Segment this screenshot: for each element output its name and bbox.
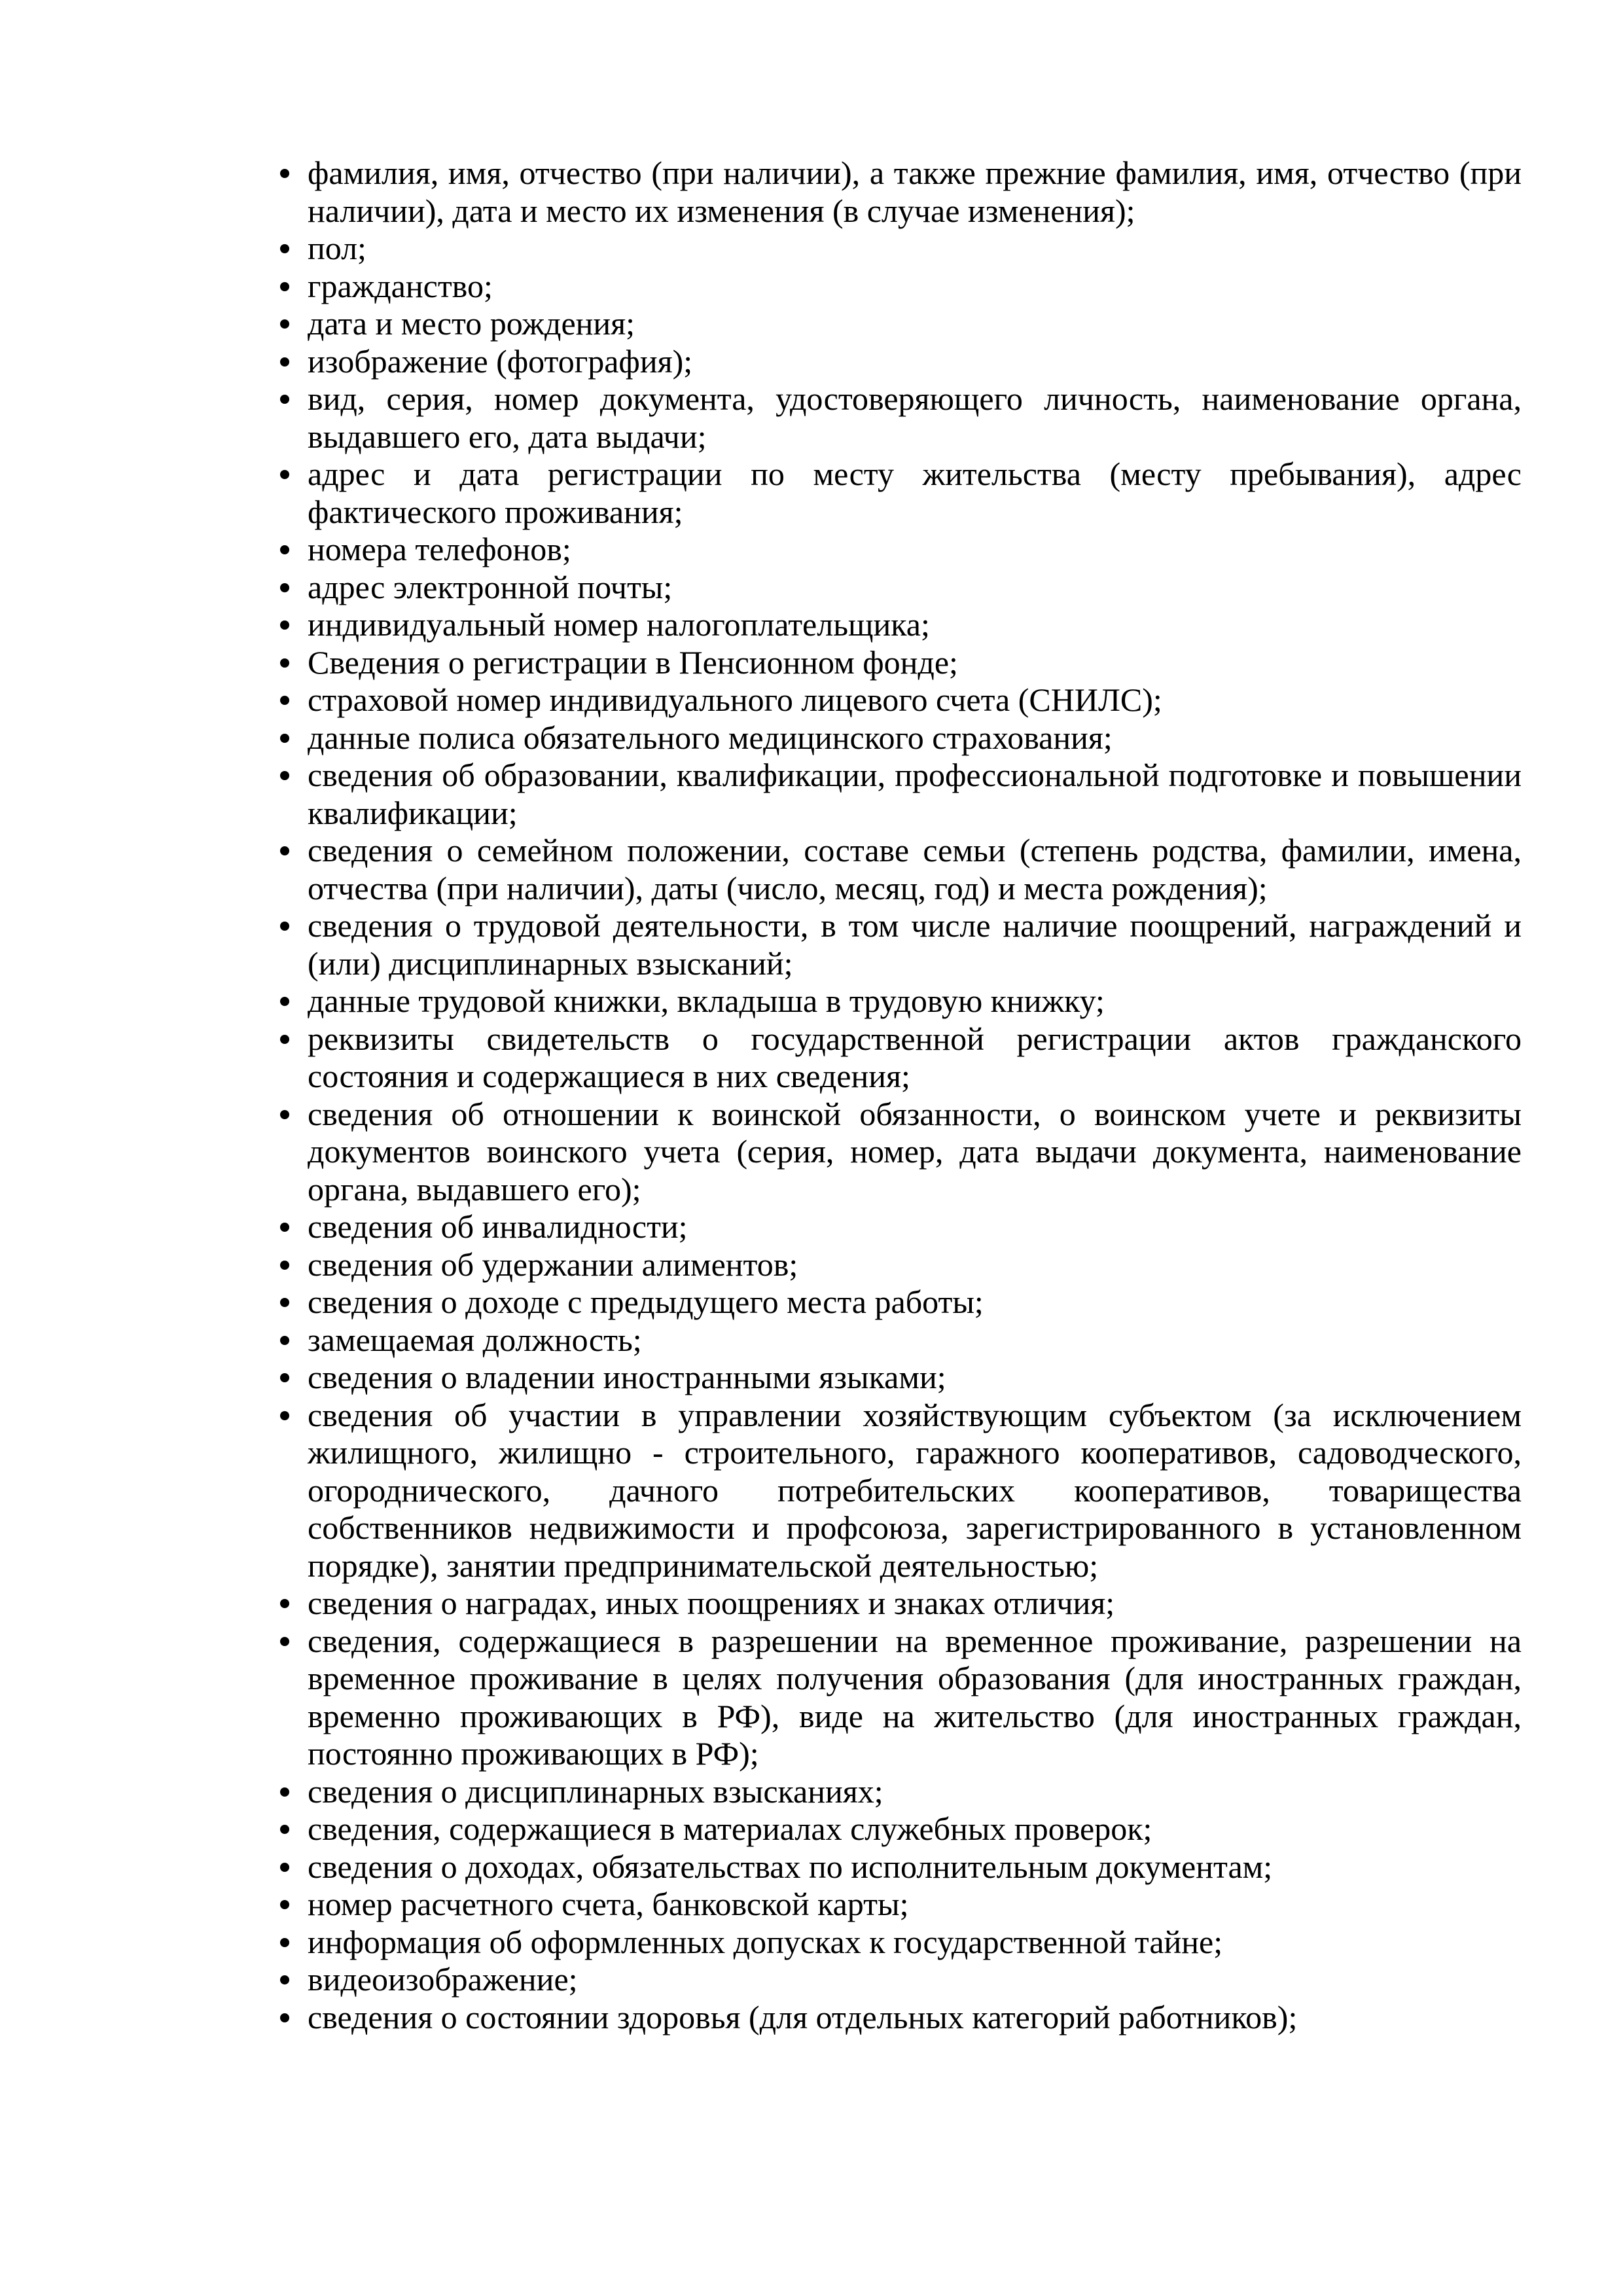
list-item-text: изображение (фотография); xyxy=(308,342,693,380)
list-item xyxy=(308,456,1522,531)
bullet-icon xyxy=(280,1298,289,1307)
list-item-text: реквизиты свидетельств о государственной регистрации актов гражданского состояния и содержащиеся в них сведения; xyxy=(308,1020,1522,1094)
bullet-icon xyxy=(280,319,289,329)
bullet-icon xyxy=(280,997,289,1006)
list-item xyxy=(308,644,1522,682)
list-item-text: пол; xyxy=(308,230,366,266)
list-item xyxy=(308,907,1522,982)
list-item xyxy=(308,681,1522,719)
list-item xyxy=(308,1397,1522,1585)
list-item-text: сведения об образовании, квалификации, профессиональной подготовке и повышении квалификации; xyxy=(308,757,1522,831)
bullet-icon xyxy=(280,1336,289,1345)
list-item xyxy=(308,1020,1522,1096)
bullet-icon xyxy=(280,1975,289,1984)
list-item xyxy=(308,1886,1522,1924)
bullet-icon xyxy=(280,734,289,743)
list-item xyxy=(308,719,1522,757)
list-item xyxy=(308,1810,1522,1848)
bullet-icon xyxy=(280,357,289,367)
bullet-icon xyxy=(280,1035,289,1044)
list-item xyxy=(308,1283,1522,1321)
bullet-icon xyxy=(280,1110,289,1119)
list-item-text: сведения об отношении к воинской обязанности, о воинском учете и реквизиты документов воинского учета (серия, номер, дата выдачи документа, наименование органа, выдавшего его); xyxy=(308,1095,1522,1208)
list-item xyxy=(308,268,1522,306)
list-item-text: данные полиса обязательного медицинского страхования; xyxy=(308,719,1113,756)
bullet-icon xyxy=(280,1825,289,1834)
list-item xyxy=(308,606,1522,644)
bullet-icon xyxy=(280,1599,289,1608)
list-item-text: сведения о дисциплинарных взысканиях; xyxy=(308,1772,883,1810)
list-item-text: адрес электронной почты; xyxy=(308,568,673,605)
list-item-text: адрес и дата регистрации по месту жительства (месту пребывания), адрес фактического проживания; xyxy=(308,456,1522,530)
bullet-icon xyxy=(280,846,289,855)
list-item xyxy=(308,1321,1522,1359)
list-item xyxy=(308,1848,1522,1886)
list-item-text: сведения о доходах, обязательствах по исполнительным документам; xyxy=(308,1848,1273,1885)
list-item xyxy=(308,1961,1522,1999)
list-item xyxy=(308,1359,1522,1397)
bullet-icon xyxy=(280,1863,289,1872)
list-item-text: сведения о семейном положении, составе семьи (степень родства, фамилии, имена, отчества (при наличии), даты (число, месяц, год) и места рождения); xyxy=(308,832,1522,906)
list-item-text: гражданство; xyxy=(308,267,493,304)
bullet-icon xyxy=(280,470,289,479)
list-item-text: сведения о наградах, иных поощрениях и знаках отличия; xyxy=(308,1585,1115,1621)
bullet-icon xyxy=(280,696,289,705)
list-item-text: номера телефонов; xyxy=(308,531,571,567)
bullet-icon xyxy=(280,1373,289,1382)
list-item-text: сведения, содержащиеся в материалах служебных проверок; xyxy=(308,1810,1152,1847)
list-item xyxy=(308,1999,1522,2037)
list-item xyxy=(308,1246,1522,1284)
list-item-text: данные трудовой книжки, вкладыша в трудовую книжку; xyxy=(308,982,1105,1019)
list-item xyxy=(308,1096,1522,1209)
list-item-text: индивидуальный номер налогоплательщика; xyxy=(308,606,930,643)
list-item xyxy=(308,1623,1522,1773)
bullet-icon xyxy=(280,1261,289,1270)
bullet-icon xyxy=(280,771,289,780)
bullet-icon xyxy=(280,395,289,404)
bullet-icon xyxy=(280,2013,289,2022)
list-item-text: замещаемая должность; xyxy=(308,1321,642,1358)
bullet-icon xyxy=(280,1938,289,1947)
list-item xyxy=(308,1924,1522,1962)
bullet-icon xyxy=(280,545,289,554)
list-item xyxy=(308,380,1522,456)
list-item-text: сведения о владении иностранными языками; xyxy=(308,1359,946,1395)
personal-data-list xyxy=(308,154,1522,2036)
list-item-text: страховой номер индивидуального лицевого счета (СНИЛС); xyxy=(308,681,1162,718)
list-item-text: сведения об инвалидности; xyxy=(308,1208,688,1245)
list-item xyxy=(308,343,1522,381)
bullet-icon xyxy=(280,620,289,630)
list-item-text: сведения о состоянии здоровья (для отдельных категорий работников); xyxy=(308,1998,1298,2036)
list-item xyxy=(308,832,1522,907)
list-item xyxy=(308,230,1522,268)
list-item xyxy=(308,569,1522,607)
bullet-icon xyxy=(280,1787,289,1797)
list-item xyxy=(308,1585,1522,1623)
list-item-text: информация об оформленных допусках к государственной тайне; xyxy=(308,1923,1223,1960)
list-item-text: дата и место рождения; xyxy=(308,305,635,342)
bullet-icon xyxy=(280,244,289,253)
bullet-icon xyxy=(280,583,289,592)
list-item-text: видеоизображение; xyxy=(308,1961,578,1998)
bullet-icon xyxy=(280,1637,289,1646)
list-item xyxy=(308,154,1522,230)
bullet-icon xyxy=(280,1900,289,1909)
list-item-text: сведения об участии в управлении хозяйствующим субъектом (за исключением жилищного, жилищно - строительного, гаражного кооперативов, садоводческого, огороднического, дачного потребительских кооперативов, товарищества собственников недвижимости и профсоюза, зарегистрированного в установленном порядке), занятии предпринимательской деятельностью; xyxy=(308,1396,1522,1584)
list-item-text: Сведения о регистрации в Пенсионном фонде; xyxy=(308,643,958,681)
list-item xyxy=(308,1773,1522,1811)
list-item xyxy=(308,1208,1522,1246)
list-item-text: сведения, содержащиеся в разрешении на временное проживание, разрешении на временное проживание в целях получения образования (для иностранных граждан, временно проживающих в РФ), виде на жительство (для иностранных граждан, постоянно проживающих в РФ); xyxy=(308,1622,1522,1772)
bullet-icon xyxy=(280,658,289,668)
list-item-text: сведения о трудовой деятельности, в том числе наличие поощрений, награждений и (или) дисциплинарных взысканий; xyxy=(308,907,1522,982)
bullet-icon xyxy=(280,1223,289,1232)
bullet-icon xyxy=(280,922,289,931)
bullet-icon xyxy=(280,1411,289,1420)
list-item-text: сведения об удержании алиментов; xyxy=(308,1246,798,1283)
list-item-text: фамилия, имя, отчество (при наличии), а также прежние фамилия, имя, отчество (при наличии), дата и место их изменения (в случае изменения); xyxy=(308,154,1522,229)
list-item xyxy=(308,531,1522,569)
list-item xyxy=(308,982,1522,1020)
list-item-text: сведения о доходе с предыдущего места работы; xyxy=(308,1283,984,1320)
list-item xyxy=(308,757,1522,832)
list-item-text: вид, серия, номер документа, удостоверяющего личность, наименование органа, выдавшего его, дата выдачи; xyxy=(308,380,1522,455)
list-item-text: номер расчетного счета, банковской карты; xyxy=(308,1886,909,1922)
bullet-icon xyxy=(280,169,289,178)
bullet-icon xyxy=(280,282,289,291)
list-item xyxy=(308,305,1522,343)
